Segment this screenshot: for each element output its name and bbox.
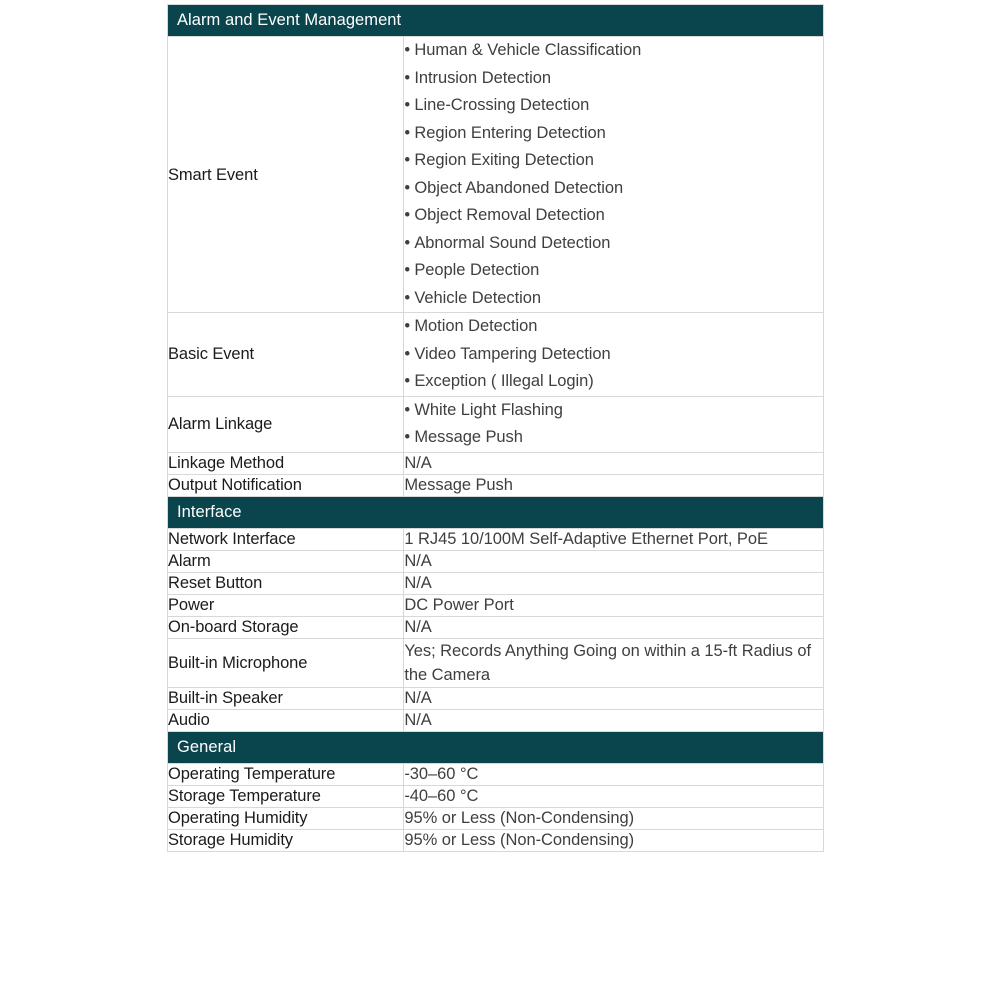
row-label: Smart Event: [168, 165, 258, 184]
bullet-icon: •: [404, 233, 411, 252]
section-header-row: [168, 496, 824, 528]
table-row: [168, 550, 824, 572]
row-value: N/A: [404, 710, 432, 729]
row-label: Power: [168, 596, 215, 614]
list-item-label: Object Removal Detection: [414, 206, 605, 224]
row-label-cell: [168, 616, 404, 638]
table-row: [168, 763, 824, 785]
row-label: Output Notification: [168, 476, 302, 494]
section-header-cell: [168, 5, 824, 37]
row-label-cell: [168, 763, 404, 785]
row-label: Basic Event: [168, 345, 255, 364]
list-item: [404, 257, 823, 285]
list-item-label: Video Tampering Detection: [414, 344, 611, 363]
row-value: -40–60 °C: [404, 786, 479, 805]
list-item: [404, 120, 823, 148]
list-item: [404, 147, 823, 175]
specification-table-body: [168, 5, 824, 852]
row-value-cell: [404, 550, 824, 572]
row-value-cell: [404, 807, 824, 829]
row-value: N/A: [404, 453, 432, 472]
row-label: Network Interface: [168, 530, 296, 548]
list-item-label: Region Entering Detection: [414, 123, 606, 142]
bullet-list: [404, 37, 823, 312]
section-title-general: General: [177, 737, 237, 756]
list-item-label: Abnormal Sound Detection: [414, 233, 611, 252]
bullet-icon: •: [404, 344, 411, 363]
list-item: [404, 285, 823, 313]
table-row: [168, 616, 824, 638]
row-label: On-board Storage: [168, 618, 299, 636]
row-value-cell: [404, 396, 824, 452]
section-header-row: [168, 5, 824, 37]
section-header-row: [168, 731, 824, 763]
bullet-icon: •: [404, 123, 411, 142]
row-label-cell: [168, 709, 404, 731]
list-item: [404, 92, 823, 120]
row-value: N/A: [404, 573, 432, 592]
bullet-icon: •: [404, 68, 411, 87]
bullet-icon: •: [404, 317, 411, 335]
list-item-label: Vehicle Detection: [414, 288, 541, 307]
row-value: N/A: [404, 617, 432, 636]
row-value-cell: [404, 452, 824, 474]
list-item: [404, 397, 823, 425]
list-item: [404, 65, 823, 93]
row-label: Storage Humidity: [168, 831, 293, 849]
row-label-cell: [168, 550, 404, 572]
row-value: N/A: [404, 551, 432, 570]
row-value: DC Power Port: [404, 595, 514, 614]
row-value: -30–60 °C: [404, 764, 479, 783]
bullet-icon: •: [404, 178, 411, 197]
list-item: [404, 175, 823, 203]
row-value-cell: [404, 829, 824, 851]
row-value-cell: [404, 528, 824, 550]
row-label-cell: [168, 594, 404, 616]
row-value: N/A: [404, 688, 432, 707]
list-item-label: Message Push: [414, 428, 523, 446]
section-title-interface: Interface: [177, 502, 242, 521]
table-row: [168, 37, 824, 313]
row-label-cell: [168, 687, 404, 709]
row-label-cell: [168, 474, 404, 496]
table-row: [168, 638, 824, 687]
row-label: Operating Humidity: [168, 809, 308, 827]
row-label-cell: [168, 829, 404, 851]
row-label: Storage Temperature: [168, 787, 321, 805]
list-item-label: Region Exiting Detection: [414, 151, 594, 169]
row-label: Operating Temperature: [168, 765, 336, 783]
row-label-cell: [168, 572, 404, 594]
row-label-cell: [168, 807, 404, 829]
bullet-icon: •: [404, 41, 411, 59]
row-label: Alarm Linkage: [168, 415, 273, 433]
row-label: Audio: [168, 711, 210, 729]
section-header-cell: [168, 731, 824, 763]
list-item-label: Exception ( Illegal Login): [414, 372, 594, 390]
row-label-cell: [168, 452, 404, 474]
row-label: Linkage Method: [168, 454, 285, 472]
row-label: Alarm: [168, 552, 211, 570]
bullet-list: [404, 313, 823, 396]
table-row: [168, 452, 824, 474]
table-row: [168, 594, 824, 616]
row-label-cell: [168, 638, 404, 687]
list-item-label: Intrusion Detection: [414, 68, 551, 87]
table-row: [168, 528, 824, 550]
row-label-cell: [168, 37, 404, 313]
row-value-cell: [404, 616, 824, 638]
row-value-cell: [404, 313, 824, 397]
list-item: [404, 230, 823, 258]
list-item: [404, 341, 823, 369]
section-title-alarm-and-event-management: Alarm and Event Management: [177, 11, 402, 29]
table-row: [168, 709, 824, 731]
list-item-label: Motion Detection: [414, 317, 538, 335]
table-row: [168, 396, 824, 452]
list-item-label: Human & Vehicle Classification: [414, 41, 642, 59]
list-item: [404, 313, 823, 341]
bullet-icon: •: [404, 206, 411, 224]
table-row: [168, 829, 824, 851]
row-label-cell: [168, 396, 404, 452]
row-value-cell: [404, 474, 824, 496]
row-label: Built-in Speaker: [168, 689, 283, 707]
list-item: [404, 368, 823, 396]
bullet-icon: •: [404, 372, 411, 390]
row-value-cell: [404, 785, 824, 807]
bullet-icon: •: [404, 288, 411, 307]
bullet-icon: •: [404, 151, 411, 169]
row-value: Message Push: [404, 475, 513, 494]
row-label-cell: [168, 313, 404, 397]
table-row: [168, 474, 824, 496]
bullet-icon: •: [404, 261, 411, 279]
row-value-cell: [404, 687, 824, 709]
bullet-icon: •: [404, 96, 411, 114]
section-header-cell: [168, 496, 824, 528]
bullet-icon: •: [404, 428, 411, 446]
list-item: [404, 202, 823, 230]
list-item: [404, 37, 823, 65]
list-item-label: White Light Flashing: [414, 400, 563, 419]
row-value-cell: [404, 37, 824, 313]
row-label: Built-in Microphone: [168, 653, 308, 672]
table-row: [168, 572, 824, 594]
row-value-cell: [404, 572, 824, 594]
list-item: [404, 424, 823, 452]
row-value: 95% or Less (Non-Condensing): [404, 830, 635, 849]
list-item-label: Object Abandoned Detection: [414, 178, 624, 197]
row-label-cell: [168, 785, 404, 807]
row-value: 1 RJ45 10/100M Self-Adaptive Ethernet Port, PoE: [404, 529, 768, 548]
list-item-label: People Detection: [414, 261, 540, 279]
table-row: [168, 313, 824, 397]
row-value-cell: [404, 594, 824, 616]
table-row: [168, 687, 824, 709]
list-item-label: Line-Crossing Detection: [414, 96, 590, 114]
bullet-list: [404, 397, 823, 452]
row-value: Yes; Records Anything Going on within a 15-ft Radius of the Camera: [404, 641, 811, 684]
row-label-cell: [168, 528, 404, 550]
row-label: Reset Button: [168, 574, 263, 592]
row-value-cell: [404, 709, 824, 731]
row-value-cell: [404, 638, 824, 687]
row-value-cell: [404, 763, 824, 785]
table-row: [168, 785, 824, 807]
bullet-icon: •: [404, 400, 411, 419]
table-row: [168, 807, 824, 829]
specification-table: [167, 4, 824, 852]
row-value: 95% or Less (Non-Condensing): [404, 808, 635, 827]
